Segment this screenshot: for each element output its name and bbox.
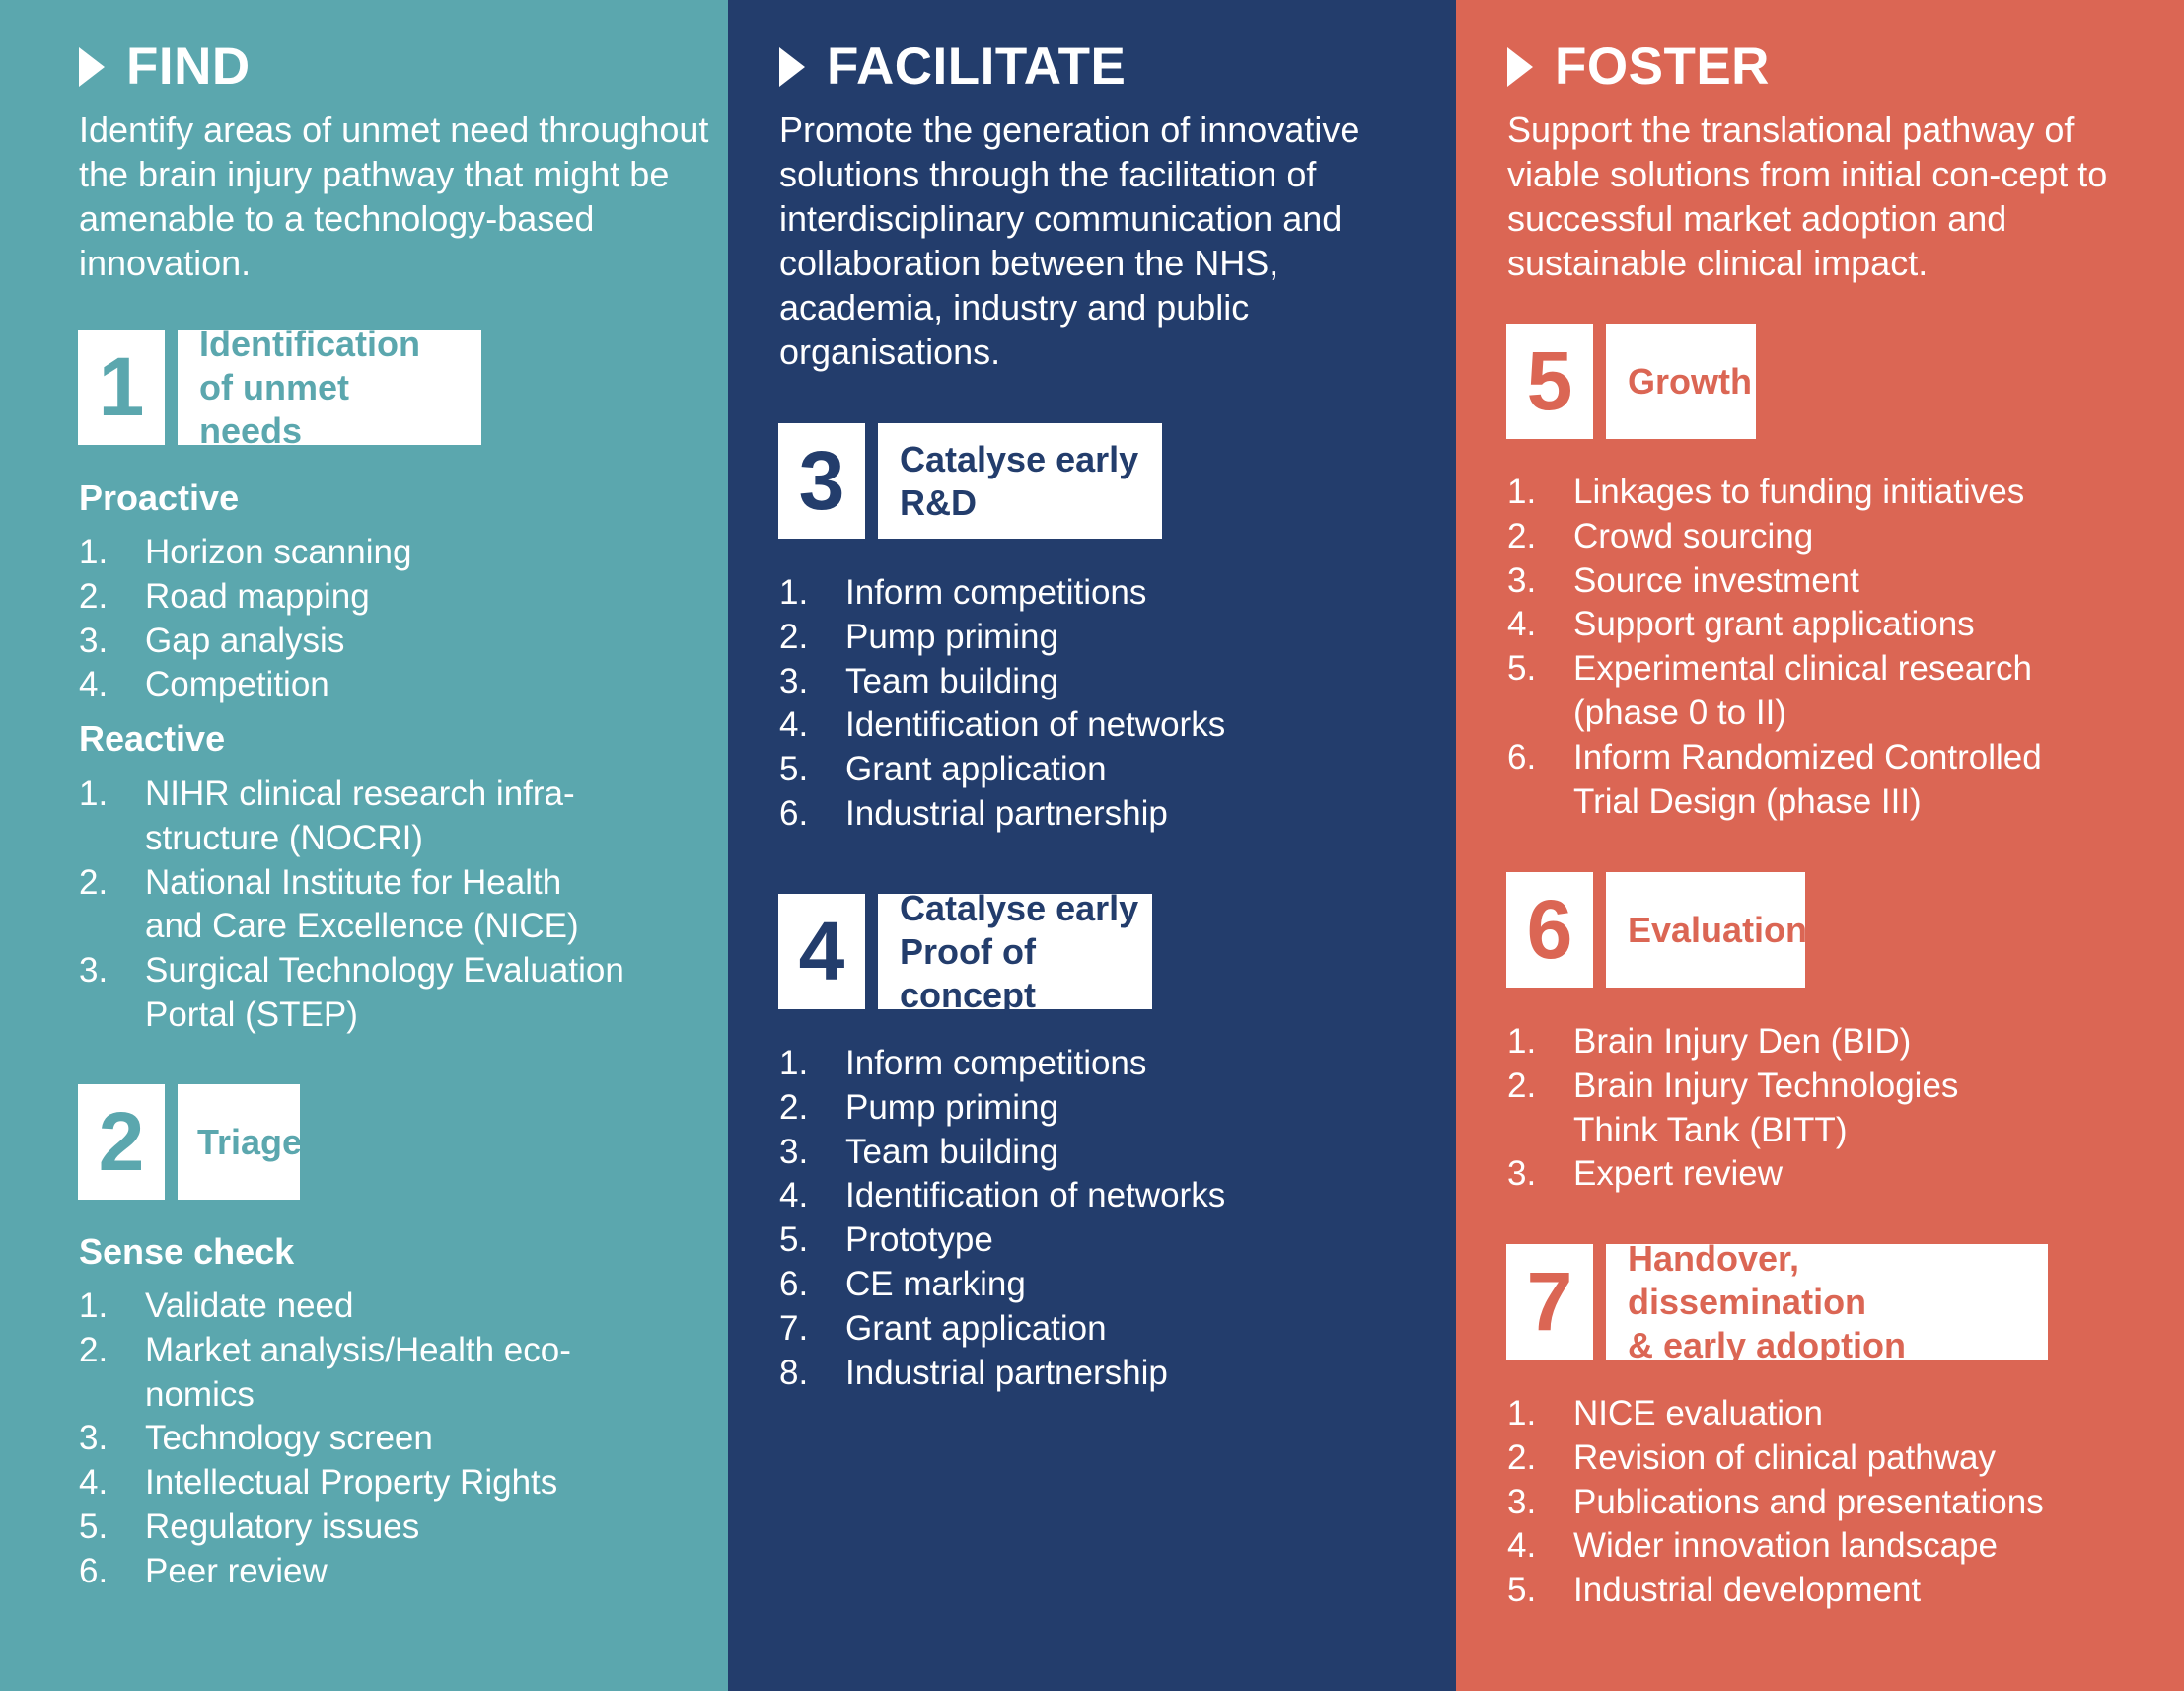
- list-item: [79, 531, 411, 575]
- list-item-text: Surgical Technology Evaluation: [145, 951, 624, 991]
- list-item-number: 1.: [779, 1044, 809, 1082]
- list-item: [1507, 647, 2042, 736]
- stage-7-list: [1507, 1392, 2044, 1613]
- stage-3-number: 3: [778, 423, 865, 539]
- facilitate-description: Promote the generation of innovative solutions through the facilitation of interdisciplinary communication and collaboration between the NHS, academia, industry and public organisations.: [779, 110, 1360, 372]
- stage-3-list: [779, 571, 1225, 837]
- sense-check-subheading: Sense check: [79, 1231, 295, 1272]
- list-item: [79, 1550, 571, 1594]
- list-item-text: Validate need: [145, 1287, 354, 1325]
- find-heading: [79, 37, 251, 97]
- list-item: [779, 1131, 1225, 1175]
- stage-6-list: [1507, 1020, 1958, 1197]
- list-item-number: 8.: [779, 1353, 809, 1392]
- list-item: [1507, 515, 2042, 559]
- list-item-text: Market analysis/Health eco-: [145, 1330, 571, 1369]
- stage-7-title: [1606, 1237, 2048, 1365]
- list-item-text: Think Tank (BITT): [1573, 1110, 1848, 1149]
- find-description: Identify areas of unmet need throughout the brain injury pathway that might be amenable to a technology-based innovation.: [79, 110, 709, 283]
- list-item-number: 6.: [79, 1551, 109, 1590]
- list-item-text: Portal (STEP): [145, 994, 358, 1034]
- list-item-text: structure (NOCRI): [145, 818, 423, 857]
- list-item-number: 1.: [1507, 1022, 1537, 1061]
- reactive-list: [79, 772, 624, 1038]
- play-arrow-icon: [779, 47, 805, 87]
- list-item-number: 2.: [1507, 1066, 1537, 1105]
- foster-heading: [1507, 37, 1770, 97]
- list-item-number: 4.: [1507, 1526, 1537, 1566]
- list-item-text: NIHR clinical research infra-: [145, 774, 575, 813]
- list-item-number: 6.: [1507, 737, 1537, 776]
- stage-7-title-line1: Handover, dissemination: [1628, 1237, 1867, 1322]
- foster-description: Support the translational pathway of viable solutions from initial con-cept to successful market adoption and sustainable clinical impact.: [1507, 110, 2108, 283]
- list-item-number: 4.: [779, 705, 809, 745]
- stage-4-title-line1: Catalyse early: [900, 887, 1139, 928]
- list-item-number: 1.: [79, 1287, 109, 1325]
- list-item-number: 5.: [1507, 1571, 1537, 1610]
- play-arrow-icon: [1507, 47, 1533, 87]
- list-item-text: CE marking: [845, 1264, 1026, 1303]
- list-item: [779, 792, 1225, 837]
- list-item-number: 2.: [779, 1087, 809, 1127]
- list-item: [779, 1042, 1225, 1086]
- list-item-number: 1.: [779, 573, 809, 612]
- proactive-list: [79, 531, 411, 707]
- list-item-number: 4.: [79, 1463, 109, 1503]
- list-item: [779, 1263, 1225, 1307]
- list-item-number: 1.: [79, 774, 109, 813]
- stage-5-list: [1507, 471, 2042, 824]
- list-item-text: (phase 0 to II): [1573, 693, 1786, 732]
- list-item-number: 5.: [779, 750, 809, 789]
- list-item: [79, 1461, 571, 1506]
- list-item-text: Wider innovation landscape: [1573, 1526, 1998, 1566]
- list-item-text: NICE evaluation: [1573, 1394, 1823, 1433]
- list-item-text: Brain Injury Technologies: [1573, 1066, 1959, 1105]
- list-item-text: Linkages to funding initiatives: [1573, 473, 2025, 511]
- list-item-number: 3.: [779, 1132, 809, 1171]
- list-item: [779, 1307, 1225, 1352]
- list-item: [1507, 1569, 2044, 1613]
- list-item-number: 2.: [79, 576, 109, 616]
- list-item: [79, 772, 624, 861]
- list-item-text: Source investment: [1573, 560, 1859, 600]
- stage-4-title: [878, 887, 1152, 1015]
- stage-6-number: 6: [1506, 872, 1593, 988]
- list-item-number: 5.: [79, 1507, 109, 1546]
- list-item-text: Road mapping: [145, 576, 370, 616]
- list-item-text: Inform Randomized Controlled: [1573, 737, 2042, 776]
- list-item-text: Team building: [845, 661, 1058, 700]
- list-item: [779, 1352, 1225, 1396]
- find-column: [0, 0, 728, 1691]
- list-item-text: Identification of networks: [845, 705, 1226, 745]
- play-arrow-icon: [79, 47, 105, 87]
- list-item-number: 2.: [79, 1330, 109, 1369]
- list-item: [779, 571, 1225, 616]
- list-item: [79, 575, 411, 620]
- sense-check-list: [79, 1285, 571, 1594]
- foster-title: FOSTER: [1555, 37, 1770, 96]
- list-item: [79, 663, 411, 707]
- list-item-number: 3.: [79, 1419, 109, 1458]
- reactive-subheading: Reactive: [79, 718, 226, 759]
- list-item-text: Regulatory issues: [145, 1507, 420, 1546]
- stage-4-list: [779, 1042, 1225, 1395]
- list-item-number: 3.: [779, 661, 809, 700]
- list-item-number: 3.: [1507, 1482, 1537, 1521]
- list-item-text: Pump priming: [845, 1087, 1058, 1127]
- list-item: [1507, 1436, 2044, 1481]
- list-item-text: Trial Design (phase III): [1573, 781, 1922, 821]
- list-item: [79, 1506, 571, 1550]
- stage-1-title-line1: Identification: [199, 323, 420, 364]
- list-item-text: Competition: [145, 665, 329, 704]
- stage-3-title-line2: R&D: [900, 481, 977, 523]
- list-item: [79, 949, 624, 1038]
- list-item-number: 4.: [1507, 605, 1537, 644]
- list-item-number: 4.: [779, 1176, 809, 1215]
- stage-2-header: [78, 1084, 303, 1200]
- stage-5-title: Growth: [1606, 324, 1756, 439]
- list-item-text: Intellectual Property Rights: [145, 1463, 558, 1503]
- list-item-text: Grant application: [845, 1308, 1107, 1348]
- list-item-number: 3.: [79, 621, 109, 660]
- list-item-text: Prototype: [845, 1220, 993, 1260]
- list-item-text: Revision of clinical pathway: [1573, 1437, 1996, 1477]
- stage-1-title: [178, 323, 481, 451]
- find-title: FIND: [126, 37, 251, 96]
- list-item: [79, 1285, 571, 1329]
- list-item-text: Inform competitions: [845, 1044, 1147, 1082]
- list-item-number: 2.: [79, 862, 109, 902]
- list-item: [1507, 1481, 2044, 1525]
- list-item: [779, 1218, 1225, 1263]
- list-item-text: Identification of networks: [845, 1176, 1226, 1215]
- list-item-text: Technology screen: [145, 1419, 433, 1458]
- stage-4-number: 4: [778, 894, 865, 1009]
- list-item-text: and Care Excellence (NICE): [145, 907, 579, 946]
- list-item: [1507, 1524, 2044, 1569]
- list-item-text: Inform competitions: [845, 573, 1147, 612]
- list-item: [779, 703, 1225, 748]
- list-item-number: 2.: [779, 617, 809, 656]
- list-item-number: 6.: [779, 1264, 809, 1303]
- facilitate-heading: [779, 37, 1126, 97]
- list-item-text: Grant application: [845, 750, 1107, 789]
- stage-5-header: [1506, 324, 1756, 439]
- list-item-text: Brain Injury Den (BID): [1573, 1022, 1912, 1061]
- stage-4-title-line2: Proof of concept: [900, 930, 1037, 1015]
- list-item-number: 2.: [1507, 1437, 1537, 1477]
- stage-1-number: 1: [78, 330, 165, 445]
- list-item: [79, 1329, 571, 1418]
- list-item: [779, 1086, 1225, 1131]
- list-item: [1507, 736, 2042, 825]
- list-item-number: 3.: [79, 951, 109, 991]
- list-item-number: 3.: [1507, 560, 1537, 600]
- list-item-text: National Institute for Health: [145, 862, 562, 902]
- list-item-number: 5.: [779, 1220, 809, 1260]
- list-item-text: Peer review: [145, 1551, 328, 1590]
- list-item: [1507, 603, 2042, 647]
- list-item-text: Expert review: [1573, 1154, 1784, 1194]
- stage-5-number: 5: [1506, 324, 1593, 439]
- list-item-number: 4.: [79, 665, 109, 704]
- list-item: [1507, 1020, 1958, 1065]
- stage-2-title: Triage: [178, 1084, 300, 1200]
- list-item-text: Support grant applications: [1573, 605, 1975, 644]
- facilitate-title: FACILITATE: [827, 37, 1127, 96]
- stage-3-title-line1: Catalyse early: [900, 438, 1139, 479]
- list-item-number: 1.: [1507, 473, 1537, 511]
- stage-2-number: 2: [78, 1084, 165, 1200]
- stage-6-header: [1506, 872, 1808, 988]
- stage-4-header: [778, 887, 1152, 1015]
- list-item-number: 2.: [1507, 516, 1537, 555]
- stage-1-title-line2: of unmet needs: [199, 366, 349, 451]
- list-item-number: 1.: [1507, 1394, 1537, 1433]
- stage-1-header: [78, 323, 481, 451]
- list-item: [1507, 1392, 2044, 1436]
- list-item-text: Experimental clinical research: [1573, 649, 2032, 689]
- list-item: [1507, 471, 2042, 515]
- list-item-number: 1.: [79, 533, 109, 571]
- facilitate-column: [728, 0, 1456, 1691]
- stage-7-header: [1506, 1237, 2048, 1365]
- list-item-text: Publications and presentations: [1573, 1482, 2044, 1521]
- list-item-text: Industrial development: [1573, 1571, 1922, 1610]
- list-item-number: 6.: [779, 793, 809, 833]
- stage-3-title: [878, 423, 1162, 539]
- foster-column: [1456, 0, 2184, 1691]
- list-item: [779, 1174, 1225, 1218]
- list-item: [779, 748, 1225, 792]
- list-item-number: 3.: [1507, 1154, 1537, 1194]
- list-item: [1507, 1065, 1958, 1153]
- stage-7-number: 7: [1506, 1244, 1593, 1360]
- list-item-text: Pump priming: [845, 617, 1058, 656]
- stage-7-title-line2: & early adoption: [1628, 1324, 1907, 1365]
- proactive-subheading: Proactive: [79, 478, 240, 518]
- list-item-number: 5.: [1507, 649, 1537, 689]
- list-item-text: Horizon scanning: [145, 533, 412, 571]
- list-item: [79, 620, 411, 664]
- list-item-text: Gap analysis: [145, 621, 345, 660]
- list-item: [779, 616, 1225, 660]
- list-item: [79, 1417, 571, 1461]
- list-item: [1507, 559, 2042, 604]
- list-item-number: 7.: [779, 1308, 809, 1348]
- stage-6-title: Evaluation: [1606, 872, 1805, 988]
- list-item-text: Team building: [845, 1132, 1058, 1171]
- list-item-text: nomics: [145, 1374, 255, 1414]
- list-item: [779, 660, 1225, 704]
- list-item-text: Industrial partnership: [845, 1353, 1168, 1392]
- list-item: [79, 861, 624, 950]
- list-item: [1507, 1152, 1958, 1197]
- list-item-text: Industrial partnership: [845, 793, 1168, 833]
- stage-3-header: [778, 423, 1162, 539]
- list-item-text: Crowd sourcing: [1573, 516, 1814, 555]
